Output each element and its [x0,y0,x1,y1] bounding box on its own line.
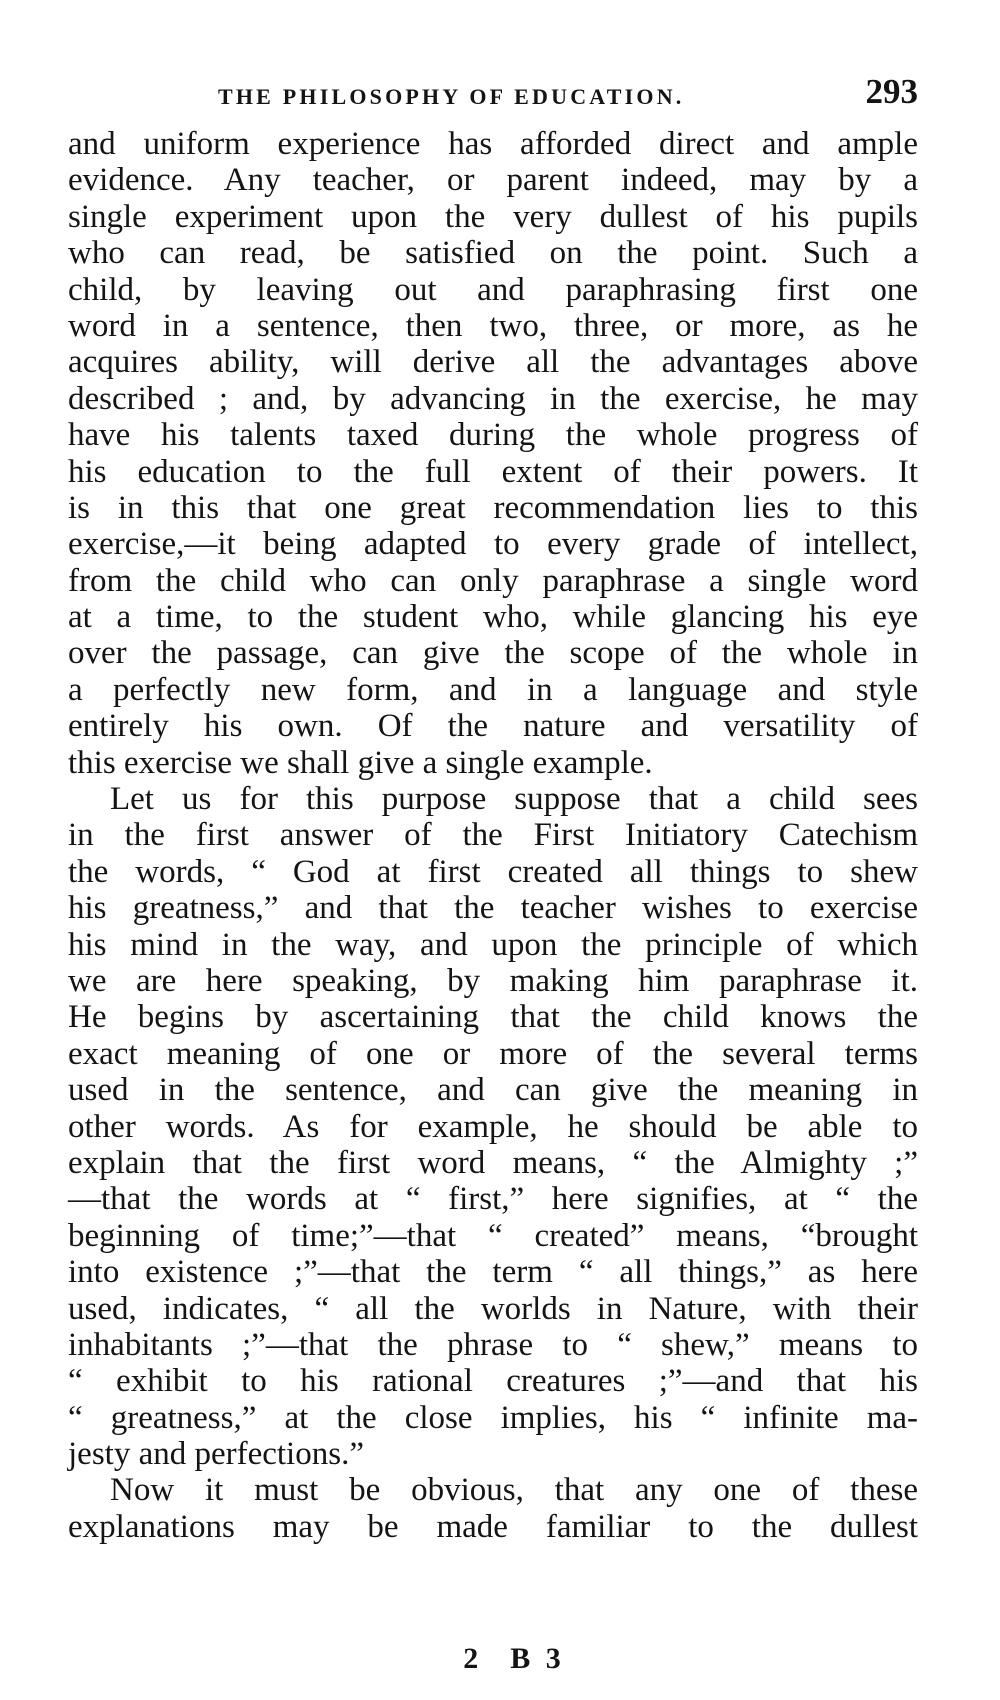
text-line: “ exhibit to his rational creatures ;”—and that his [68,1363,918,1400]
text-line: described ; and, by advancing in the exercise, he may [68,380,918,417]
text-line: explanations may be made familiar to the dullest [68,1508,918,1545]
text-line: used, indicates, “ all the worlds in Nature, with their [68,1290,918,1327]
text-line: from the child who can only paraphrase a single word [68,562,918,599]
text-line: at a time, to the student who, while glancing his eye [68,599,918,636]
text-line: used in the sentence, and can give the meaning in [68,1072,918,1109]
text-line: jesty and perfections.” [68,1436,364,1473]
running-head [68,72,918,112]
paragraph-1 [68,126,918,781]
text-line: a perfectly new form, and in a language and style [68,671,918,708]
text-line: his education to the full extent of their powers. It [68,453,918,490]
text-line: is in this that one great recommendation lies to this [68,489,918,526]
text-line: acquires ability, will derive all the advantages above [68,344,918,381]
text-line: the words, “ God at first created all things to shew [68,853,918,890]
body-text [68,126,918,1545]
text-line: explain that the first word means, “ the Almighty ;” [68,1144,918,1181]
text-line: He begins by ascertaining that the child knows the [68,999,918,1036]
signature-number: 2 [463,1642,483,1675]
text-line: we are here speaking, by making him paraphrase it. [68,962,918,999]
text-line: —that the words at “ first,” here signifies, at “ the [68,1181,918,1218]
text-line: his mind in the way, and upon the principle of which [68,926,918,963]
text-line: who can read, be satisfied on the point. Such a [68,235,918,272]
text-line: Now it must be obvious, that any one of these [110,1472,918,1509]
text-line: word in a sentence, then two, three, or more, as he [68,307,918,344]
text-line: his greatness,” and that the teacher wishes to exercise [68,890,918,927]
paragraph-2 [68,781,918,1472]
running-title: THE PHILOSOPHY OF EDUCATION. [218,84,685,109]
text-line: and uniform experience has afforded direct and ample [68,126,918,162]
text-line: beginning of time;”—that “ created” means, “brought [68,1217,918,1254]
page-number: 293 [865,72,918,111]
signature-mark [0,1642,1000,1676]
text-line: inhabitants ;”—that the phrase to “ shew,” means to [68,1326,918,1363]
text-line: exercise,—it being adapted to every grade of intellect, [68,526,918,563]
text-line: over the passage, can give the scope of the whole in [68,635,918,672]
paragraph-3 [68,1472,918,1545]
text-line: “ greatness,” at the close implies, his “ infinite ma- [68,1399,918,1436]
text-line: into existence ;”—that the term “ all things,” as here [68,1254,918,1291]
text-line: other words. As for example, he should be able to [68,1108,918,1145]
text-line: exact meaning of one or more of the several terms [68,1035,918,1072]
text-line: entirely his own. Of the nature and versatility of [68,708,918,745]
signature-letter: B 3 [510,1642,565,1675]
text-line: in the first answer of the First Initiatory Catechism [68,817,918,854]
text-line: Let us for this purpose suppose that a child sees [110,781,918,818]
text-line: child, by leaving out and paraphrasing first one [68,271,918,308]
text-line: single experiment upon the very dullest of his pupils [68,198,918,235]
text-line: this exercise we shall give a single example. [68,744,653,781]
text-line: have his talents taxed during the whole progress of [68,417,918,454]
text-line: evidence. Any teacher, or parent indeed, may by a [68,162,918,199]
